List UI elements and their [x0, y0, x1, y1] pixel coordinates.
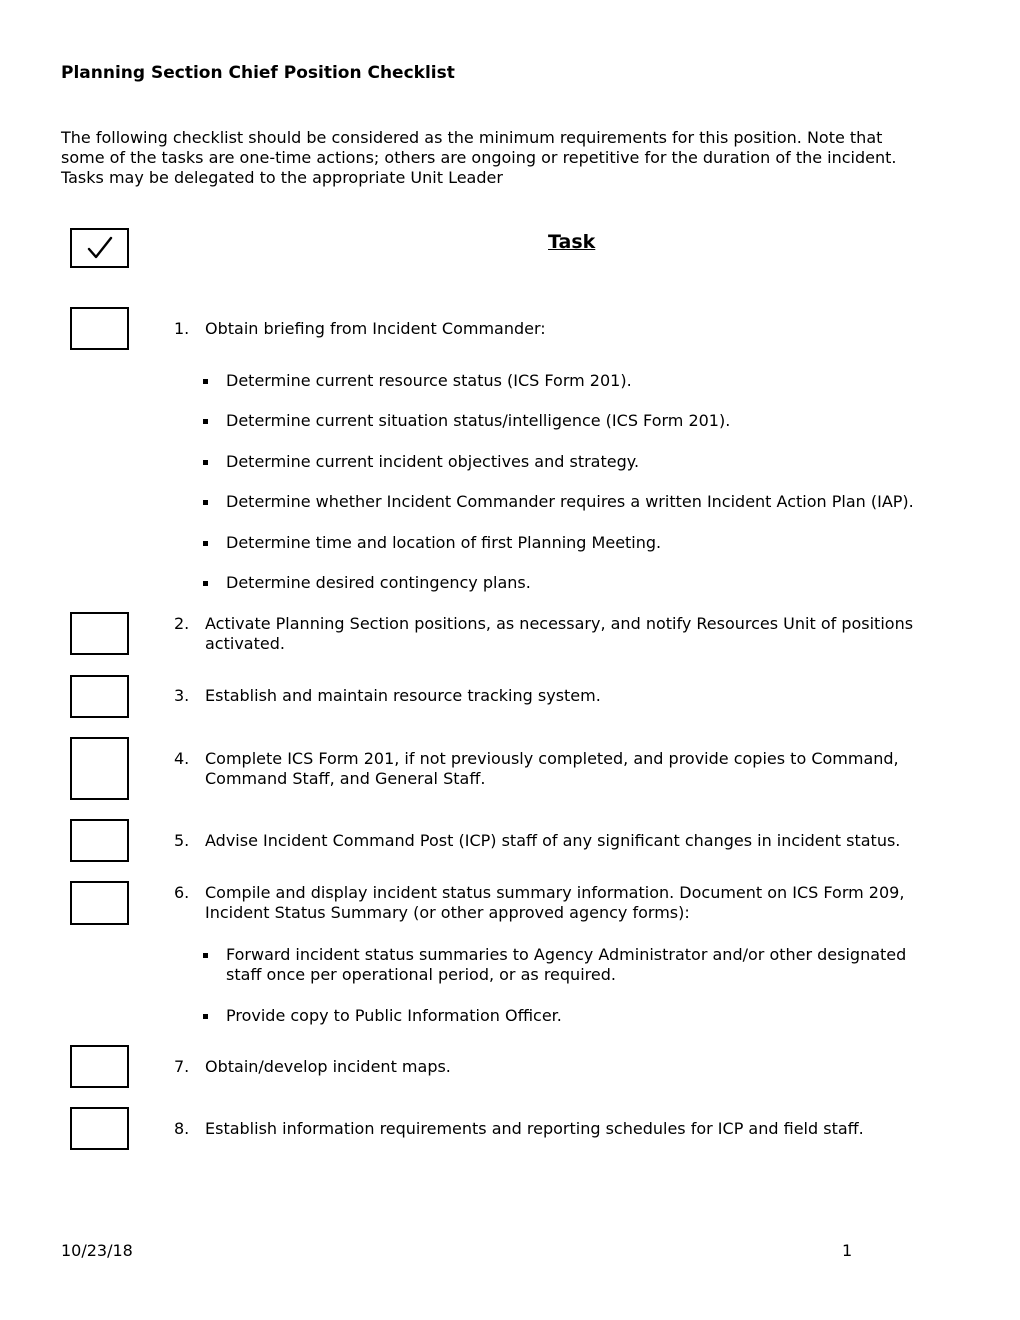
task-number: 5. [174, 831, 190, 850]
sub-task-text: Determine whether Incident Commander requires a written Incident Action Plan (IAP). [226, 492, 914, 511]
task-checkbox-3[interactable] [70, 675, 129, 718]
task-number: 1. [174, 319, 190, 338]
task-number: 7. [174, 1057, 190, 1076]
sub-task-text: Determine current situation status/intelligence (ICS Form 201). [226, 411, 731, 430]
task-checkbox-8[interactable] [70, 1107, 129, 1150]
sub-task-text: Determine current incident objectives and strategy. [226, 452, 640, 471]
task-number: 3. [174, 686, 190, 705]
task-text [205, 749, 965, 789]
task-text: Advise Incident Command Post (ICP) staff of any significant changes in incident status. [205, 831, 901, 850]
task-number: 4. [174, 749, 190, 768]
task-text [205, 614, 965, 654]
task-checkbox-4[interactable] [70, 737, 129, 800]
page-title: Planning Section Chief Position Checklist [61, 63, 455, 83]
task-text: Obtain/develop incident maps. [205, 1057, 451, 1076]
header-checkbox [70, 228, 129, 268]
bullet-icon [202, 371, 212, 391]
task-checkbox-7[interactable] [70, 1045, 129, 1088]
task-number: 6. [174, 883, 190, 902]
sub-task-text: Determine time and location of first Planning Meeting. [226, 533, 662, 552]
sub-task-text [226, 945, 966, 985]
bullet-icon [202, 1006, 212, 1026]
intro-line: some of the tasks are one-time actions; others are ongoing or repetitive for the duration of the incident. [61, 148, 897, 167]
task-checkbox-2[interactable] [70, 612, 129, 655]
task-text: Obtain briefing from Incident Commander: [205, 319, 546, 338]
task-number: 8. [174, 1119, 190, 1138]
check-mark-icon [86, 235, 114, 261]
bullet-icon [202, 573, 212, 593]
bullet-icon [202, 492, 212, 512]
task-text: Establish and maintain resource tracking system. [205, 686, 601, 705]
sub-task-text-line: Forward incident status summaries to Agency Administrator and/or other designated [226, 945, 907, 964]
task-text-line: Complete ICS Form 201, if not previously completed, and provide copies to Command, [205, 749, 899, 768]
task-checkbox-6[interactable] [70, 881, 129, 925]
page-number: 1 [842, 1241, 853, 1260]
bullet-icon [202, 533, 212, 553]
task-text-line: Incident Status Summary (or other approved agency forms): [205, 903, 690, 922]
task-checkbox-1[interactable] [70, 307, 129, 350]
sub-task-text-line: staff once per operational period, or as required. [226, 965, 616, 984]
footer-date: 10/23/18 [61, 1241, 133, 1260]
sub-task-text: Determine desired contingency plans. [226, 573, 531, 592]
bullet-icon [202, 411, 212, 431]
bullet-icon [202, 452, 212, 472]
task-text-line: activated. [205, 634, 285, 653]
task-text: Establish information requirements and reporting schedules for ICP and field staff. [205, 1119, 864, 1138]
task-text-line: Activate Planning Section positions, as necessary, and notify Resources Unit of positions [205, 614, 914, 633]
sub-task-text: Determine current resource status (ICS Form 201). [226, 371, 632, 390]
task-text [205, 883, 965, 923]
sub-task-text: Provide copy to Public Information Officer. [226, 1006, 562, 1025]
task-number: 2. [174, 614, 190, 633]
task-text-line: Compile and display incident status summary information. Document on ICS Form 209, [205, 883, 905, 902]
intro-line: Tasks may be delegated to the appropriate Unit Leader [61, 168, 503, 187]
task-text-line: Command Staff, and General Staff. [205, 769, 486, 788]
task-checkbox-5[interactable] [70, 819, 129, 862]
intro-line: The following checklist should be considered as the minimum requirements for this position. Note that [61, 128, 883, 147]
task-heading: Task [548, 231, 596, 253]
intro-paragraph [61, 128, 961, 188]
bullet-icon [202, 945, 212, 965]
